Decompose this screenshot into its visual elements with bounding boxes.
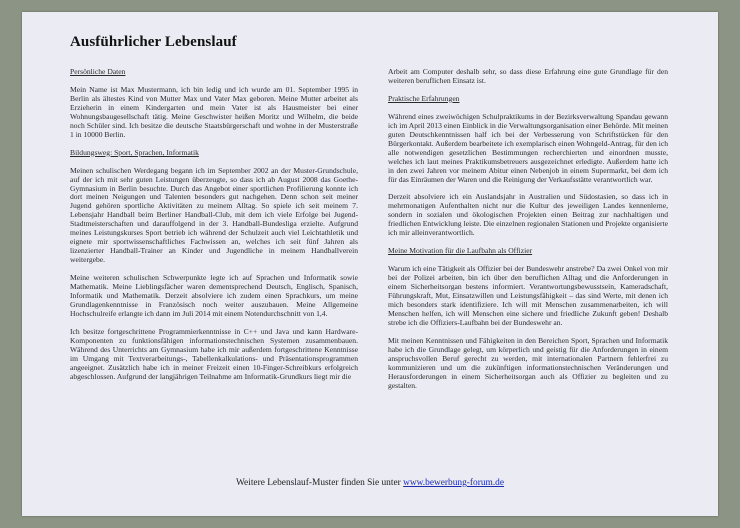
paragraph-education: Meinen schulischen Werdegang begann ich im September 2002 an der Muster-Grundschule, auf der ich mit sehr guten Leistungen überzeugte, so dass ich ab August 2008 das Goethe-Gymnasium in Berlin besuchte. Durch das Angebot einer sportlichen Profilierung konnte ich dort meinen Neigungen und Talenten besonders gut nachgehen. Denn schon seit meiner Jugend gehören sportliche Aktivitäten zu meinem Alltag. So spiele ich seit meinem 7. Lebensjahr Handball beim Berliner Handball-Club, mit dem ich viele Erfolge bei Jugend-Stadtmeisterschaften und darauffolgend in der 3. Handball-Bundesliga erzielte. Aufgrund meines Leistungskurses Sport betrieb ich während der Schulzeit auch viel Leichtathletik und eignete mir sportwissenschaftliches Fachwissen an, welches ich seit fünf Jahren als lizenzierter Handball-Trainer an Kinder und Jugendliche in meinem Handballverein weitergebe. (70, 165, 358, 265)
paragraph-practical-experience: Während eines zweiwöchigen Schulpraktikums in der Bezirksverwaltung Spandau gewann ich im April 2013 einen Einblick in die Verwaltungsorganisation einer Behörde. Mit meinen guten Deutschkenntnissen half ich bei der Verbesserung von Schriftstücken für den Bürgerkontakt. Außerdem bearbeitete ich exemplarisch einen Wohngeld-Antrag, für den ich alle notwendigen gesetzlichen Bestimmungen recherchierten und einordnen musste, welches ich laut meines Praktikumsbetreuers ausgezeichnet erledigte. Außerdem hatte ich in den zwei Jahren vor meinem Abitur einen Nebenjob in einem Supermarkt, bei dem ich für das Einräumen der Waren und die Reinigung der Verkaufsstätte verantwortlich war. (388, 111, 668, 184)
heading-practical-experience: Praktische Erfahrungen (388, 93, 460, 103)
left-column (70, 68, 358, 391)
paragraph-personal-data: Mein Name ist Max Mustermann, ich bin ledig und ich wurde am 01. September 1995 in Berlin als ältestes Kind von Mutter Max und Vater Max geboren. Meine Mutter arbeitet als Erzieherin in einem Kindergarten und mein Vater ist als Hausmeister bei einer Wohnungsbaugesellschaft tätig. Meine Geschwister heißen Moritz und Wilhelm, die beide noch Schüler sind. Ich besitze die deutsche Staatsbürgerschaft und wohne in der Musterstraße 1 in 10000 Berlin. (70, 84, 358, 139)
paragraph-continuation: Arbeit am Computer deshalb sehr, so dass diese Erfahrung eine gute Grundlage für den weiteren beruflichen Einsatz ist. (388, 67, 668, 85)
paragraph-it-skills: Ich besitze fortgeschrittene Programmierkenntnisse in C++ und Java und kann Hardware-Komponenten zu funktionsfähigen informationstechnischen Systemen zusammenbauen. Während des Unterrichts am Gymnasium habe ich mir außerdem fortgeschrittene Kenntnisse im Umgang mit Textverarbeitungs-, Tabellenkalkulations- und Präsentationsprogrammen angeeignet. Zusätzlich habe ich in meiner Freizeit einen 10-Finger-Schreibkurs erfolgreich abgeschlossen. Aufgrund der langjährigen Teilnahme am Informatik-Grundkurs liegt mir die (70, 326, 358, 381)
document-title: Ausführlicher Lebenslauf (70, 34, 237, 50)
heading-personal-data: Persönliche Daten (70, 67, 126, 76)
footer-link[interactable]: www.bewerbung-forum.de (403, 478, 505, 488)
paragraph-year-abroad: Derzeit absolviere ich ein Auslandsjahr in Australien und Südostasien, so dass ich in mehrmonatigen Aufenthalten nicht nur die Kultur des jeweiligen Landes kennenlerne, sondern in sozialen und ökologischen Projekten einen Beitrag zur nachhaltigen und friedlichen Entwicklung leiste. Die einzelnen regionalen Stationen und Projekte organisierte ich mir alleinverantwortlich. (388, 192, 668, 238)
heading-education: Bildungsweg: Sport, Sprachen, Informatik (70, 147, 199, 157)
right-column (388, 68, 668, 400)
footer-note (22, 478, 718, 488)
heading-motivation: Meine Motivation für die Laufbahn als Offizier (388, 246, 533, 256)
paragraph-closing: Mit meinen Kenntnissen und Fähigkeiten in den Bereichen Sport, Sprachen und Informatik habe ich die Grundlage gelegt, um körperlich und geistig für die Anforderungen in einem anspruchsvollen Beruf gerecht zu werden, mit internationalen Partnern fehlerfrei zu kommunizieren und um die zukünftigen informationstechnischen Veränderungen und Herausforderungen in einem Sicherheitsorgan auch als Offizier zu begleiten und zu gestalten. (388, 335, 668, 390)
paragraph-motivation: Warum ich eine Tätigkeit als Offizier bei der Bundeswehr anstrebe? Da zwei Onkel von mir bei der Polizei arbeiten, bin ich über den beruflichen Alltag und die Anforderungen in einem Sicherheitsorgan bestens informiert. Verantwortungsbewusstsein, Kameradschaft, Führungskraft, Mut, Einsatzwillen und Leistungsfähigkeit – das sind Werte, mit denen ich mich besonders stark identifiziere. Ich will mit Menschen zusammenarbeiten, ich will Menschen helfen, ich will Menschen eine sichere und friedliche Zukunft geben! Deshalb strebe ich die Offiziers-Laufbahn bei der Bundeswehr an. (388, 264, 668, 327)
footer-text: Weitere Lebenslauf-Muster finden Sie unter (235, 478, 404, 488)
paragraph-languages: Meine weiteren schulischen Schwerpunkte legte ich auf Sprachen und Informatik sowie Mathematik. Meine Lieblingsfächer waren dementsprechend Deutsch, Englisch, Spanisch, Informatik und Mathematik. Derzeit absolviere ich zudem einen Sprachkurs, um meine Grundlagenkenntnisse in Französisch noch weiter auszubauen. Meine Allgemeine Hochschulreife erlangte ich dann im Juli 2014 mit einem Notendurchschnitt von 1,4. (70, 273, 358, 318)
document-page (22, 12, 718, 516)
